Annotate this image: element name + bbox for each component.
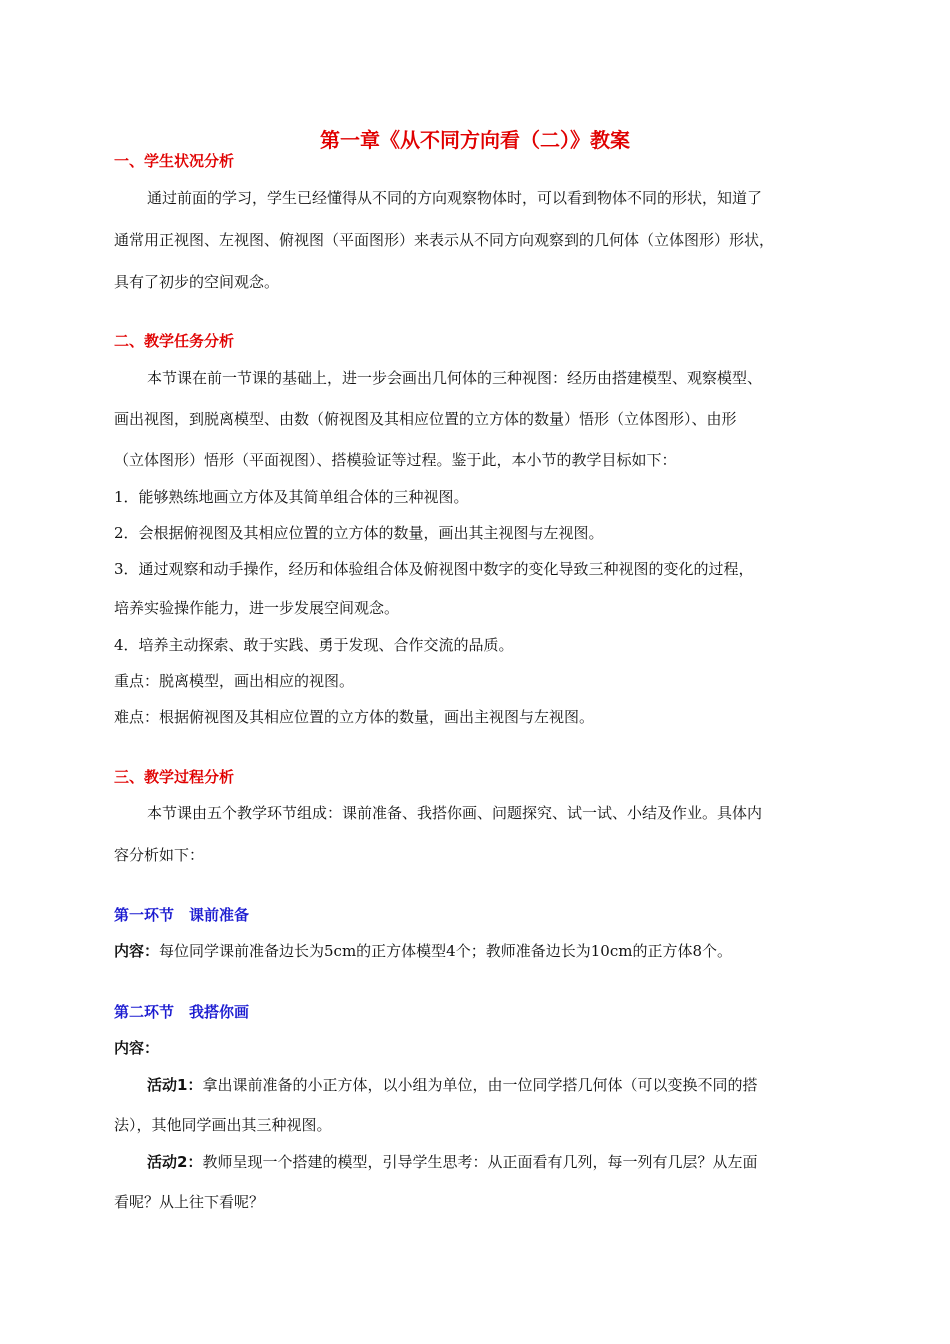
activity2-label: 活动2：	[147, 1153, 203, 1171]
content-label: 内容：	[114, 1039, 160, 1057]
paragraph-line: 画出视图，到脱离模型、由数（俯视图及其相应位置的立方体的数量）悟形（立体图形）、由形	[114, 410, 737, 428]
goal-item: 2．会根据俯视图及其相应位置的立方体的数量，画出其主视图与左视图。	[114, 524, 604, 542]
content-text: 每位同学课前准备边长为5cm的正方体模型4个；教师准备边长为10cm的正方体8个。	[159, 942, 732, 960]
activity1-continuation: 法），其他同学画出其三种视图。	[114, 1116, 332, 1134]
content-label: 内容：	[114, 942, 160, 960]
paragraph-line: 本节课在前一节课的基础上，进一步会画出几何体的三种视图：经历由搭建模型、观察模型、	[147, 369, 763, 387]
activity1-label: 活动1：	[147, 1076, 203, 1094]
stage-heading-build-and-draw: 第二环节 我搭你画	[114, 1003, 250, 1021]
activity2-text: 教师呈现一个搭建的模型，引导学生思考：从正面看有几列，每一列有几层？从左面	[202, 1153, 758, 1171]
paragraph-line: （立体图形）悟形（平面视图）、搭模验证等过程。鉴于此，本小节的教学目标如下：	[114, 451, 677, 469]
paragraph-line: 通常用正视图、左视图、俯视图（平面图形）来表示从不同方向观察到的几何体（立体图形）形状，	[114, 231, 775, 249]
stage1-content	[114, 941, 732, 961]
activity1-line	[147, 1075, 757, 1095]
goal-item-continuation: 培养实验操作能力，进一步发展空间观念。	[114, 599, 400, 617]
paragraph-line: 容分析如下：	[114, 846, 205, 864]
key-point: 重点：脱离模型，画出相应的视图。	[114, 672, 355, 690]
paragraph-line: 具有了初步的空间观念。	[114, 273, 280, 291]
paragraph-line: 通过前面的学习，学生已经懂得从不同的方向观察物体时，可以看到物体不同的形状，知道了	[147, 189, 763, 207]
activity2-line	[147, 1152, 757, 1172]
activity2-continuation: 看呢？从上往下看呢？	[114, 1193, 265, 1211]
section-heading-process-analysis: 三、教学过程分析	[114, 768, 235, 786]
paragraph-line: 本节课由五个教学环节组成：课前准备、我搭你画、问题探究、试一试、小结及作业。具体内	[147, 804, 763, 822]
activity1-text: 拿出课前准备的小正方体，以小组为单位，由一位同学搭几何体（可以变换不同的搭	[202, 1076, 758, 1094]
stage-heading-preparation: 第一环节 课前准备	[114, 906, 250, 924]
section-heading-task-analysis: 二、教学任务分析	[114, 332, 235, 350]
difficulty-point: 难点：根据俯视图及其相应位置的立方体的数量，画出主视图与左视图。	[114, 708, 595, 726]
section-heading-student-analysis: 一、学生状况分析	[114, 152, 235, 170]
document-title: 第一章《从不同方向看（二）》教案	[320, 128, 630, 152]
goal-item: 1．能够熟练地画立方体及其简单组合体的三种视图。	[114, 488, 469, 506]
goal-item: 4．培养主动探索、敢于实践、勇于发现、合作交流的品质。	[114, 636, 514, 654]
goal-item: 3．通过观察和动手操作，经历和体验组合体及俯视图中数字的变化导致三种视图的变化的过程，	[114, 560, 754, 578]
